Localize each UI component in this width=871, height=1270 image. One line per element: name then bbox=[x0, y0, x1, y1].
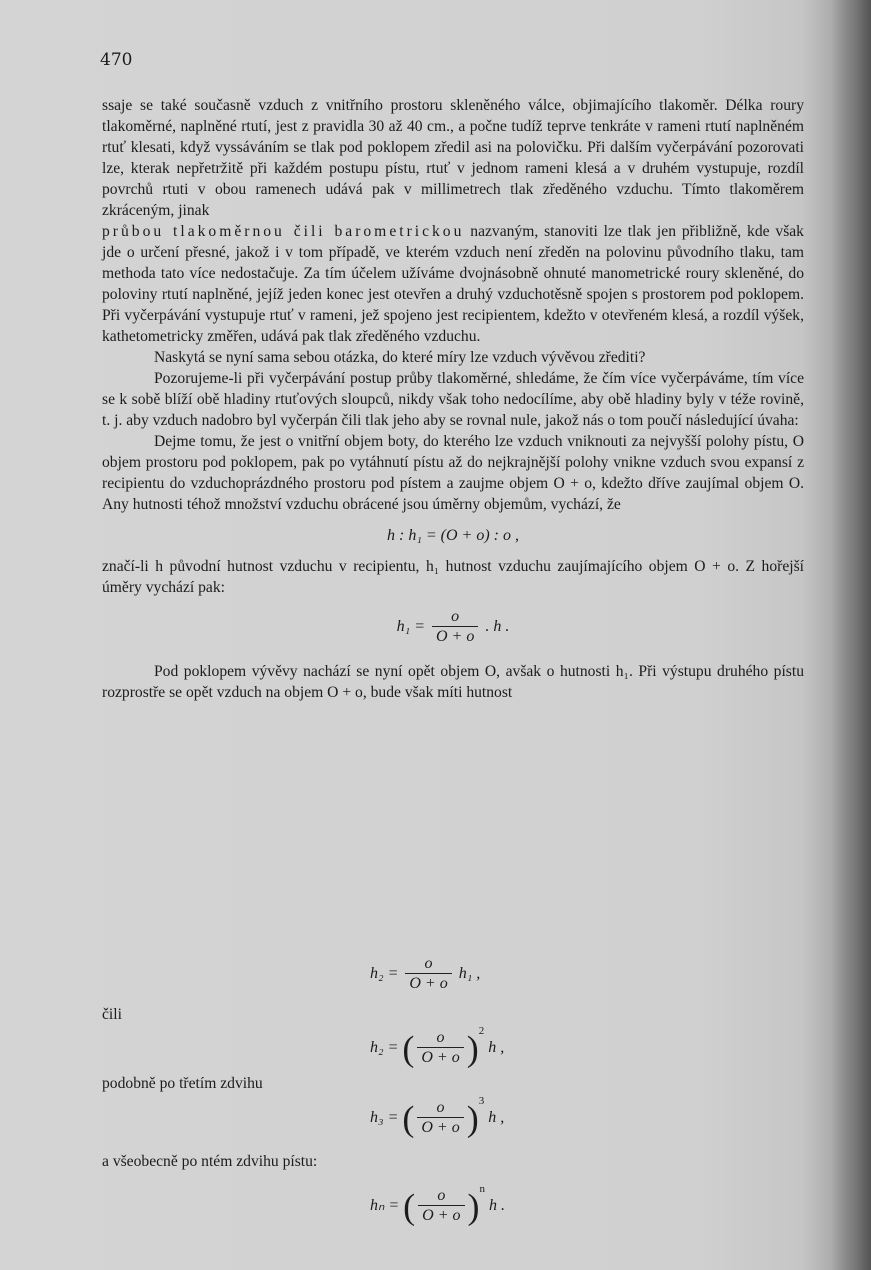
paragraph-2: Naskytá se nyní sama sebou otázka, do které míry lze vzduch vývěvou zřediti? bbox=[154, 349, 646, 366]
spaced-term: průbou tlakoměrnou čili barometrickou bbox=[102, 223, 465, 240]
exponent: n bbox=[479, 1183, 486, 1195]
fraction-numerator: o bbox=[432, 608, 478, 627]
eq3-rhs: h₁ , bbox=[458, 965, 481, 983]
equation-h1 bbox=[102, 608, 804, 647]
exponent: 3 bbox=[478, 1095, 485, 1107]
paren-open: ( bbox=[402, 1028, 415, 1069]
paren-open: ( bbox=[403, 1186, 416, 1227]
fraction bbox=[417, 1099, 463, 1138]
eq6-lhs: hₙ = bbox=[370, 1197, 400, 1214]
fraction-numerator: o bbox=[405, 955, 451, 974]
fraction-denominator: O + o bbox=[421, 1048, 460, 1066]
eq3-lhs: h₂ = bbox=[370, 965, 399, 983]
fraction-denominator: O + o bbox=[436, 628, 475, 645]
paragraph-4: Dejme tomu, že jest o vnitřní objem boty, do kterého lze vzduch vniknouti za nejvyšší polohy pístu, O objem prostoru pod poklopem, pak po vytáhnutí pístu až do nejkrajnější polohy vnikne vzduch svou expansí z recipientu do vzduchoprázdného prostoru pod pístem a zaujme objem O + o, kdežto dříve zaujímal objem O. Any hutnosti téhož množství vzduchu obrácené jsou úměrny objemům, vychází, že bbox=[102, 433, 804, 513]
label-cili: čili bbox=[102, 1006, 122, 1023]
eq6-rhs: h . bbox=[489, 1197, 506, 1214]
paragraph-3: Pozorujeme-li při vyčerpávání postup průby tlakoměrné, shledáme, že čím více vyčerpáváme, tím více se k sobě blíží obě hladiny rtuťových sloupců, nikdy však toho nedocílíme, aby obě hladiny byly v téže rovině, t. j. aby vzduch nadobro byl vyčerpán čili tlak jeho aby se rovnal nule, jakož nás o tom poučí následující úvaha: bbox=[102, 370, 804, 429]
eq5-rhs: h , bbox=[488, 1109, 505, 1126]
fraction-numerator: o bbox=[417, 1029, 463, 1048]
fraction-numerator: o bbox=[418, 1187, 464, 1206]
fraction-denominator: O + o bbox=[421, 1118, 460, 1136]
equation-ratio: h : h₁ = (O + o) : o , bbox=[386, 527, 520, 544]
eq4-lhs: h₂ = bbox=[370, 1039, 399, 1056]
paren-close: ) bbox=[467, 1186, 480, 1227]
fraction bbox=[405, 955, 451, 994]
eq2-rhs: . h . bbox=[485, 618, 510, 636]
paragraph-6: Pod poklopem vývěvy nachází se nyní opět objem O, avšak o hutnosti h₁. Při výstupu druhého pístu rozprostře se opět vzduch na objem O + o, bude však míti hutnost bbox=[102, 663, 804, 701]
paren-close: ) bbox=[466, 1098, 479, 1139]
equation-h3 bbox=[370, 1095, 504, 1139]
fraction-denominator: O + o bbox=[409, 975, 448, 992]
paragraph-1: ssaje se také současně vzduch z vnitřního prostoru skleněného válce, objimajícího tlakoměr. Délka roury tlakoměrné, naplněné rtutí, jest z pravidla 30 až 40 cm., a počne tudíž teprve tenkráte v rameni rtutí naplněném rtuť klesati, když vyssáváním se tlak pod poklopem zředil asi na polovičku. Při dalším vyčerpávání pozorovati lze, kterak nepřetržitě při každém postupu pístu, rtuť v jednom rameni klesá a v druhém vystupuje, rozdíl povrchů rtuti v obou ramenech udává pak v millimetrech tlak zředěného vzduchu. Tímto tlakoměrem zkráceným, jinak bbox=[102, 97, 804, 219]
eq2-lhs: h₁ = bbox=[396, 618, 425, 636]
eq5-lhs: h₃ = bbox=[370, 1109, 399, 1126]
text-segment: nazvaným, stanoviti lze tlak jen přibližně, kde však jde o určení přesné, jakož i v tom případě, ve kterém vzduch není zředěn na polovinu původního tlaku, tam methoda tato více nedostačuje. Za tím účelem užíváme dvojnásobně ohnuté manometrické roury skleněné, do poloviny rtutí naplněné, jejíž jeden konec jest otevřen a druhý vzduchotěsně spojen s prostorem pod poklopem. Při vyčerpávání vystupuje rtuť v rameni, jež spojeno jest recipientem, kdežto v otevřeném klesá, a rozdíl výšek, kathetometricky změřen, udává pak tlak zředěného vzduchu. bbox=[102, 223, 804, 345]
equation-h2-power bbox=[370, 1025, 504, 1069]
fraction-numerator: o bbox=[417, 1099, 463, 1118]
fraction bbox=[432, 608, 478, 647]
paren-open: ( bbox=[402, 1098, 415, 1139]
fraction bbox=[417, 1029, 463, 1068]
binding-shadow bbox=[831, 0, 871, 1270]
label-general-stroke: a všeobecně po ntém zdvihu pístu: bbox=[102, 1153, 318, 1170]
exponent: 2 bbox=[478, 1025, 485, 1037]
fraction-denominator: O + o bbox=[422, 1206, 461, 1224]
equation-h2 bbox=[370, 955, 480, 994]
paragraph-1b bbox=[102, 221, 804, 347]
label-third-stroke: podobně po třetím zdvihu bbox=[102, 1075, 263, 1092]
paren-close: ) bbox=[466, 1028, 479, 1069]
eq4-rhs: h , bbox=[488, 1039, 505, 1056]
paragraph-5: značí-li h původní hutnost vzduchu v recipientu, h₁ hutnost vzduchu zaujímajícího objem O + o. Z hořejší úměry vychází pak: bbox=[102, 558, 804, 596]
main-text bbox=[102, 95, 804, 703]
page-number: 470 bbox=[100, 50, 133, 70]
equation-hn bbox=[370, 1183, 505, 1227]
fraction bbox=[418, 1187, 464, 1226]
